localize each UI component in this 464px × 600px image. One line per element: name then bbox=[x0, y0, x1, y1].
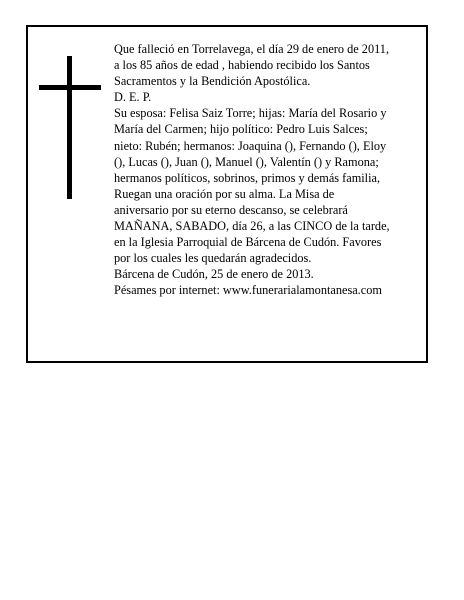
mass-line-1: Ruegan una oración por su alma. La Misa de bbox=[114, 186, 335, 201]
mass-line-3: MAÑANA, SABADO, día 26, a las CINCO de la tarde, bbox=[114, 219, 390, 234]
thanks-line: por los cuales les quedarán agradecidos. bbox=[114, 251, 312, 266]
condolences-web-line: Pésames por internet: www.funerarialamontanesa.com bbox=[114, 283, 382, 298]
latin-cross-icon bbox=[39, 56, 101, 199]
mass-line-4: en la Iglesia Parroquial de Bárcena de Cudón. Favores bbox=[114, 235, 382, 250]
cross-horizontal-beam bbox=[39, 85, 101, 90]
mass-line-2: aniversario por su eterno descanso, se celebrará bbox=[114, 202, 348, 217]
place-date-line: Bárcena de Cudón, 25 de enero de 2013. bbox=[114, 267, 314, 282]
family-line-2: María del Carmen; hijo político: Pedro Luis Salces; bbox=[114, 122, 368, 137]
rip-line: D. E. P. bbox=[114, 90, 152, 105]
family-line-4: (), Lucas (), Juan (), Manuel (), Valentín () y Ramona; bbox=[114, 154, 379, 169]
age-sacraments-line: a los 85 años de edad , habiendo recibido los Santos bbox=[114, 58, 370, 73]
family-line-1: Su esposa: Felisa Saiz Torre; hijas: María del Rosario y bbox=[114, 106, 387, 121]
death-announcement-line: Que falleció en Torrelavega, el día 29 de enero de 2011, bbox=[114, 42, 390, 56]
sacraments-line: Sacramentos y la Bendición Apostólica. bbox=[114, 74, 311, 89]
family-line-5: hermanos políticos, sobrinos, primos y demás familia, bbox=[114, 170, 381, 185]
family-line-3: nieto: Rubén; hermanos: Joaquina (), Fernando (), Eloy bbox=[114, 138, 387, 153]
obituary-text bbox=[114, 41, 426, 299]
obituary-notice-frame bbox=[26, 25, 428, 363]
cross-vertical-beam bbox=[67, 56, 72, 199]
